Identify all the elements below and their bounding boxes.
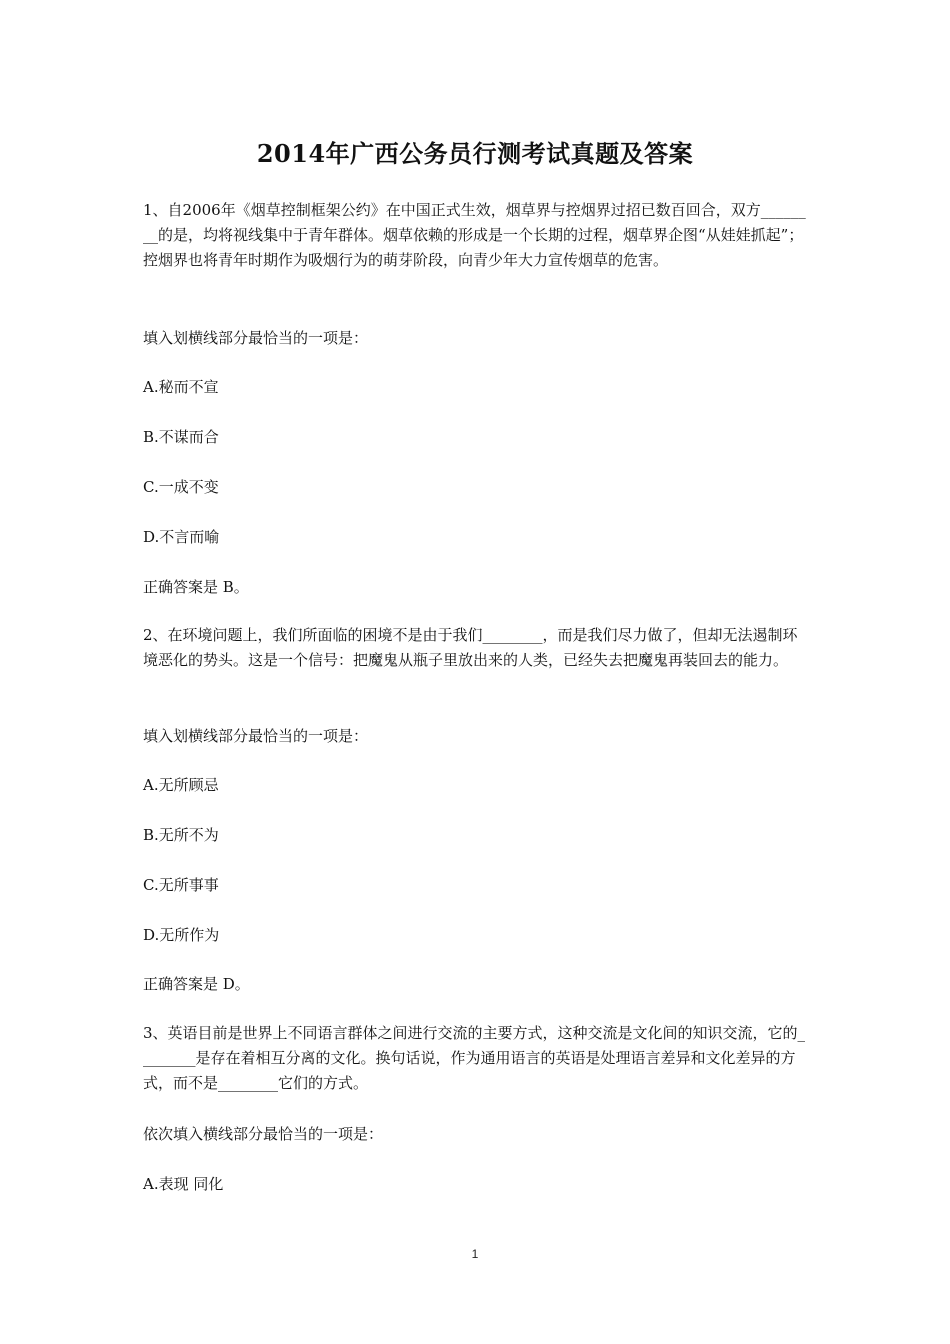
question-2-stem: 2、在环境问题上，我们所面临的困境不是由于我们________，而是我们尽力做了，但却无法遏制环境恶化的势头。这是一个信号：把魔鬼从瓶子里放出来的人类，已经失去把魔鬼再装回去的能力。 (143, 626, 798, 669)
question-2-option-b: B.无所不为 (143, 826, 219, 844)
question-1-option-b: B.不谋而合 (143, 428, 219, 446)
question-1-instruction: 填入划横线部分最恰当的一项是： (143, 329, 369, 347)
question-1-option-d: D.不言而喻 (143, 528, 220, 546)
question-3-option-a: A.表现 同化 (143, 1175, 224, 1193)
question-1-option-a: A.秘而不宣 (143, 378, 219, 396)
page-number: 1 (471, 1247, 479, 1261)
question-1-answer: 正确答案是 B。 (143, 578, 249, 596)
question-3-stem: 3、英语目前是世界上不同语言群体之间进行交流的主要方式，这种交流是文化间的知识交流，它的________是存在着相互分离的文化。换句话说，作为通用语言的英语是处理语言差异和文化差异的方式，而不是________它们的方式。 (143, 1024, 806, 1092)
question-2-option-c: C.无所事事 (143, 876, 219, 894)
question-2-answer: 正确答案是 D。 (143, 975, 250, 993)
question-1-stem: 1、自2006年《烟草控制框架公约》在中国正式生效，烟草界与控烟界过招已数百回合，双方________的是，均将视线集中于青年群体。烟草依赖的形成是一个长期的过程，烟草界企图“从娃娃抓起”；控烟界也将青年时期作为吸烟行为的萌芽阶段，向青少年大力宣传烟草的危害。 (143, 201, 806, 269)
page-title: 2014年广西公务员行测考试真题及答案 (256, 139, 694, 168)
question-1-option-c: C.一成不变 (143, 478, 219, 496)
question-2-instruction: 填入划横线部分最恰当的一项是： (143, 727, 369, 745)
question-2-option-a: A.无所顾忌 (143, 776, 219, 794)
question-3-instruction: 依次填入横线部分最恰当的一项是： (143, 1125, 384, 1143)
question-2-option-d: D.无所作为 (143, 926, 220, 944)
